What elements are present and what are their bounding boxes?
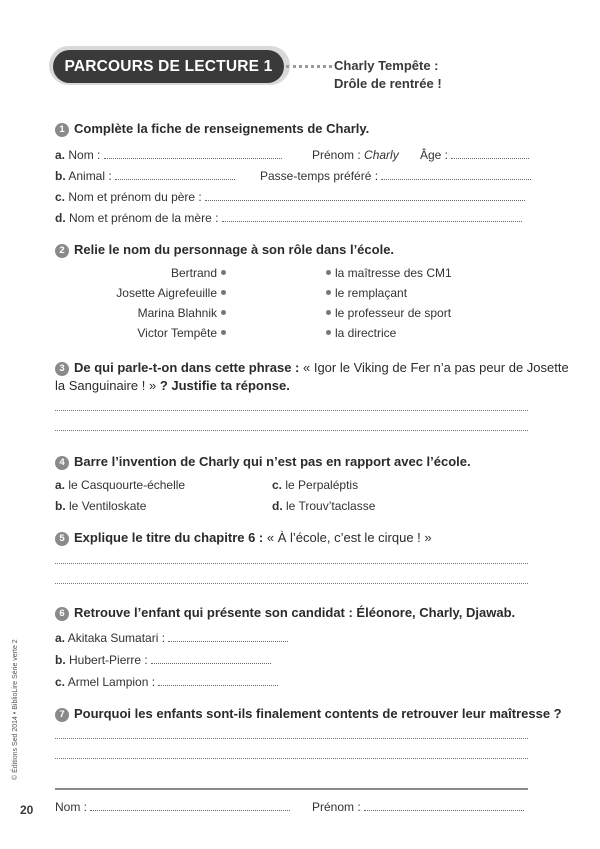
q4-option-a[interactable]: a. le Casquourte-échelle	[55, 478, 186, 492]
dotted-connector	[286, 65, 332, 68]
answer-line[interactable]	[55, 583, 528, 584]
match-name[interactable]: Bertrand	[50, 266, 230, 280]
animal-field[interactable]	[115, 170, 235, 180]
bullet-point	[326, 330, 331, 335]
question-number: 4	[55, 456, 69, 470]
match-role[interactable]: le remplaçant	[322, 286, 407, 300]
mere-field[interactable]	[222, 212, 522, 222]
q6-row-c: c. Armel Lampion :	[55, 675, 278, 689]
q1-row-c: c. Nom et prénom du père :	[55, 190, 525, 204]
q1-prenom: Prénom : Charly	[312, 148, 399, 162]
footer-nom: Nom :	[55, 800, 290, 814]
match-role[interactable]: la directrice	[322, 326, 396, 340]
book-title	[334, 57, 442, 93]
question-number: 1	[55, 123, 69, 137]
q6-row-a: a. Akitaka Sumatari :	[55, 631, 288, 645]
question-1-title: 1 Complète la fiche de renseignements de Charly.	[55, 121, 369, 137]
q4-option-b[interactable]: b. le Ventiloskate	[55, 499, 147, 513]
q1-row-d: d. Nom et prénom de la mère :	[55, 211, 522, 225]
nom-field[interactable]	[104, 149, 282, 159]
question-number: 3	[55, 362, 69, 376]
question-3-title: 3 De qui parle-t-on dans cette phrase : « Igor le Viking de Fer n’a pas peur de Josette	[55, 360, 569, 376]
section-banner: PARCOURS DE LECTURE 1	[53, 50, 284, 83]
book-title-line2: Drôle de rentrée !	[334, 76, 442, 91]
answer-line[interactable]	[55, 410, 528, 411]
q4-option-d[interactable]: d. le Trouv’taclasse	[272, 499, 376, 513]
copyright-text: © Éditions Sed 2014 • BiblioLire Série verte 2	[12, 639, 19, 780]
footer-rule	[55, 788, 528, 790]
question-7-title: 7 Pourquoi les enfants sont-ils finalement contents de retrouver leur maîtresse ?	[55, 706, 562, 722]
q1-row-b: b. Animal :	[55, 169, 235, 183]
book-title-line1: Charly Tempête :	[334, 58, 439, 73]
bullet-point	[221, 310, 226, 315]
q6-row-b: b. Hubert-Pierre :	[55, 653, 271, 667]
candidate-field[interactable]	[168, 632, 288, 642]
answer-line[interactable]	[55, 430, 528, 431]
bullet-point	[326, 290, 331, 295]
q1-row-a: a. Nom :	[55, 148, 282, 162]
bullet-point	[221, 270, 226, 275]
match-role[interactable]: la maîtresse des CM1	[322, 266, 452, 280]
bullet-point	[221, 290, 226, 295]
candidate-field[interactable]	[158, 676, 278, 686]
pere-field[interactable]	[205, 191, 525, 201]
question-4-title: 4 Barre l’invention de Charly qui n’est pas en rapport avec l’école.	[55, 454, 471, 470]
passetemps-field[interactable]	[381, 170, 531, 180]
bullet-point	[326, 310, 331, 315]
candidate-field[interactable]	[151, 654, 271, 664]
answer-line[interactable]	[55, 758, 528, 759]
question-3-title-line2: la Sanguinaire ! » ? Justifie ta réponse.	[55, 378, 290, 393]
match-name[interactable]: Josette Aigrefeuille	[50, 286, 230, 300]
question-2-title: 2 Relie le nom du personnage à son rôle dans l’école.	[55, 242, 394, 258]
footer-prenom-field[interactable]	[364, 801, 524, 811]
q1-passetemps: Passe-temps préféré :	[260, 169, 531, 183]
bullet-point	[221, 330, 226, 335]
answer-line[interactable]	[55, 738, 528, 739]
bullet-point	[326, 270, 331, 275]
question-number: 6	[55, 607, 69, 621]
match-role[interactable]: le professeur de sport	[322, 306, 451, 320]
question-5-title: 5 Explique le titre du chapitre 6 : « À l’école, c’est le cirque ! »	[55, 530, 432, 546]
footer-prenom: Prénom :	[312, 800, 524, 814]
question-number: 5	[55, 532, 69, 546]
question-number: 2	[55, 244, 69, 258]
match-name[interactable]: Victor Tempête	[50, 326, 230, 340]
q4-option-c[interactable]: c. le Perpaléptis	[272, 478, 359, 492]
question-number: 7	[55, 708, 69, 722]
footer-nom-field[interactable]	[90, 801, 290, 811]
q1-age: Âge :	[420, 148, 529, 162]
age-field[interactable]	[451, 149, 529, 159]
match-name[interactable]: Marina Blahnik	[50, 306, 230, 320]
page-number: 20	[20, 803, 34, 817]
answer-line[interactable]	[55, 563, 528, 564]
question-6-title: 6 Retrouve l’enfant qui présente son candidat : Éléonore, Charly, Djawab.	[55, 605, 515, 621]
